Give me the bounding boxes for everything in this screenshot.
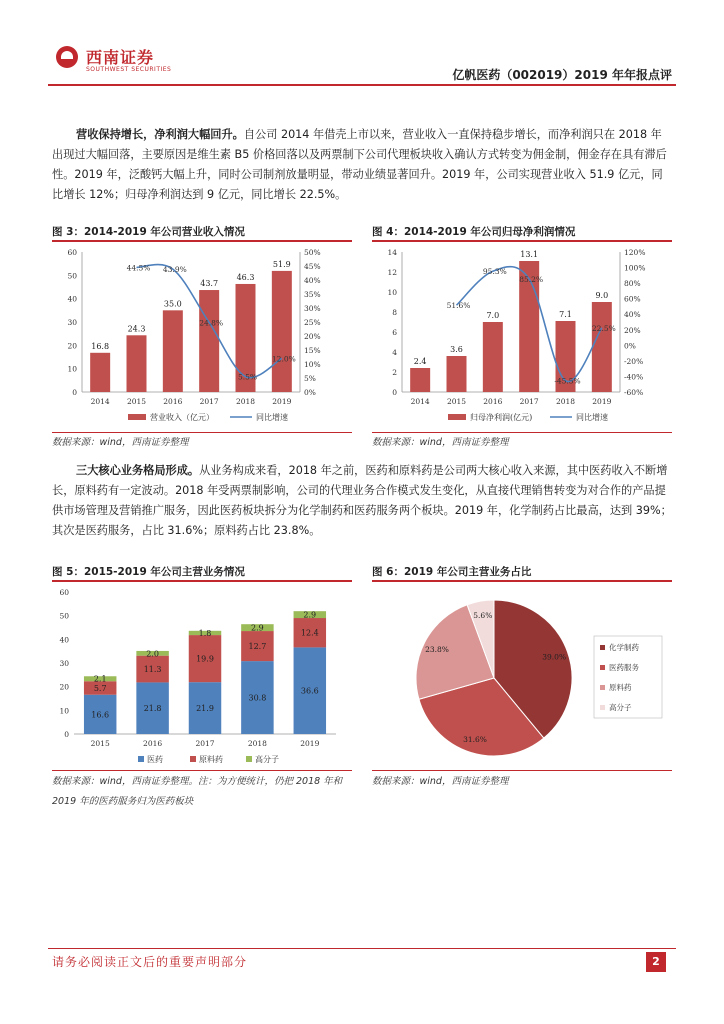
fig3-right-tick-label: 10%	[304, 360, 321, 369]
fig5-source: 数据来源：wind，西南证券整理。注：为方便统计，仍把 2018 年和 2019 年的医药服务归为医药板块	[52, 776, 343, 807]
fig4-line-label: -45.5%	[554, 376, 581, 386]
fig3-right-tick-label: 25%	[304, 318, 321, 327]
fig3-bar-label: 16.8	[91, 341, 110, 351]
fig3-source: 数据来源：wind，西南证券整理	[52, 437, 189, 448]
fig3-left-tick-label: 10	[67, 364, 77, 374]
header-rule	[48, 84, 676, 86]
fig4-source: 数据来源：wind，西南证券整理	[372, 437, 509, 448]
fig4-bar-label: 3.6	[450, 345, 463, 354]
fig5-y-tick-label: 20	[59, 682, 69, 692]
fig5-legend-label: 原料药	[199, 755, 223, 764]
paragraph-business	[52, 461, 672, 541]
footer-notice: 请务必阅读正文后的重要声明部分	[52, 955, 248, 969]
fig3-bar	[163, 310, 183, 392]
fig4-right-tick-label: 120%	[624, 248, 646, 257]
fig6-legend-swatch	[600, 685, 605, 690]
fig4-left-tick-label: 12	[387, 268, 397, 277]
fig3-right-tick-label: 30%	[304, 304, 321, 313]
fig5-y-tick-label: 50	[59, 611, 69, 621]
fig3-bar-label: 51.9	[272, 259, 291, 269]
fig5-bar-label: 12.4	[300, 628, 319, 638]
fig6-legend-swatch	[600, 645, 605, 650]
fig3-right-tick-label: 50%	[304, 248, 321, 257]
fig4-line-label: 85.2%	[519, 275, 544, 285]
fig3-right-tick-label: 0%	[304, 388, 316, 397]
fig4-bar	[447, 356, 467, 392]
fig3-legend-bar-label: 营业收入（亿元）	[150, 413, 214, 422]
report-title: 亿帆医药（002019）2019 年年报点评	[452, 68, 672, 82]
fig4-left-tick-label: 8	[392, 308, 397, 317]
fig5-bar-label: 5.7	[93, 683, 107, 693]
fig4-left-tick-label: 14	[387, 248, 397, 257]
fig4-line-label: 22.5%	[591, 323, 616, 333]
fig4-line-label: 95.3%	[482, 267, 507, 277]
fig5-x-tick-label: 2019	[300, 739, 320, 748]
fig4-legend-bar-swatch	[448, 414, 466, 420]
fig3-bar	[127, 335, 147, 392]
paragraph-body: 从业务构成来看，2018 年之前，医药和原料药是公司两大核心收入来源，其中医药收入不断增长，原料药有一定波动。2018 年受两票制影响，公司的代理业务合作模式发生变化，从直接代理销售转变为对合作的产品提供市场管理及营销推广服务，因此医药板块拆分为化学制药和医药服务两个板块。2019 年，化学制药占比最高，达到 39%；其次是医药服务，占比 31.6%；原料药占比 23.8%。	[52, 464, 672, 537]
fig5-bar-label: 11.3	[143, 665, 162, 675]
fig5-y-tick-label: 30	[59, 659, 69, 668]
fig5-bar-label: 16.6	[91, 710, 110, 720]
fig3-x-tick-label: 2018	[235, 397, 256, 406]
fig6-slice-label: 31.6%	[463, 735, 487, 745]
fig6-legend-swatch	[600, 665, 605, 670]
fig5-bar-label: 12.7	[248, 642, 267, 652]
fig4-right-tick-label: -40%	[624, 372, 644, 382]
fig6-legend-label: 高分子	[609, 703, 632, 712]
fig5-bar-label: 2.9	[251, 623, 264, 633]
fig4-right-tick-label: 0%	[624, 341, 636, 351]
fig3-bar-label: 35.0	[163, 299, 182, 309]
fig3-right-tick-label: 15%	[304, 346, 321, 355]
paragraph-lead: 三大核心业务格局形成。	[76, 464, 200, 477]
fig5-x-tick-label: 2018	[247, 739, 267, 748]
fig3-x-tick-label: 2016	[163, 397, 183, 406]
fig3-legend-line-label: 同比增速	[256, 413, 288, 422]
logo-text: 西南证券	[86, 48, 155, 67]
fig6-legend-label: 医药服务	[609, 663, 639, 672]
fig4-x-tick-label: 2019	[592, 397, 612, 406]
fig3-bar	[90, 353, 110, 392]
fig4-x-tick-label: 2016	[483, 397, 503, 406]
fig3-legend-bar-swatch	[128, 414, 146, 420]
fig4-right-tick-label: 20%	[624, 325, 641, 335]
page-number: 2	[646, 952, 666, 972]
fig5-legend-swatch	[138, 756, 144, 762]
fig4-right-tick-label: 100%	[624, 263, 646, 273]
fig3-line-label: 24.8%	[199, 318, 224, 328]
fig3-line-label: 43.9%	[162, 265, 187, 275]
fig4-right-tick-label: -60%	[624, 388, 644, 397]
fig5-bar-label: 19.9	[196, 654, 214, 664]
fig3-bar	[272, 271, 292, 392]
fig5-bar-label: 1.8	[198, 628, 212, 638]
fig5-x-tick-label: 2017	[195, 739, 215, 748]
fig6-slice-label: 39.0%	[542, 652, 567, 662]
fig4-bar	[592, 302, 612, 392]
logo-subtext: SOUTHWEST SECURITIES	[86, 66, 172, 73]
fig4-right-tick-label: 80%	[624, 279, 641, 289]
fig4-bar	[410, 368, 430, 392]
fig4-x-tick-label: 2015	[446, 397, 467, 406]
fig4-x-tick-label: 2014	[410, 397, 430, 406]
fig4-bar-label: 7.1	[559, 310, 572, 319]
fig5-y-tick-label: 0	[64, 730, 69, 739]
fig4-legend-bar-label: 归母净利润(亿元)	[470, 413, 533, 422]
fig6-slice-label: 23.8%	[425, 644, 449, 654]
fig4-x-tick-label: 2018	[555, 397, 576, 406]
fig3-right-tick-label: 45%	[304, 262, 321, 271]
fig4-right-tick-label: 40%	[624, 310, 641, 320]
fig3-left-tick-label: 40	[67, 294, 77, 304]
fig5-bar-label: 30.8	[248, 693, 267, 703]
fig5-x-tick-label: 2015	[90, 739, 110, 748]
fig6-rule-bottom	[372, 770, 672, 771]
fig5-bar-label: 2.9	[303, 610, 317, 620]
fig4-left-tick-label: 0	[392, 388, 397, 397]
fig5-bar-label: 2.1	[93, 674, 107, 684]
fig4-line-label: 51.6%	[446, 301, 471, 311]
footer-rule	[48, 948, 676, 949]
fig3-line-label: 12.0%	[271, 354, 296, 364]
fig4-bar-label: 7.0	[486, 311, 500, 320]
fig5-bar-label: 2.0	[146, 649, 159, 659]
fig5-bar-label: 36.6	[300, 686, 319, 696]
fig3-x-tick-label: 2017	[199, 397, 219, 406]
fig3-x-tick-label: 2019	[272, 397, 292, 406]
fig6-legend-label: 化学制药	[609, 643, 639, 652]
logo-icon	[56, 46, 78, 68]
fig3-bar	[199, 290, 219, 392]
paragraph-body: 自公司 2014 年借壳上市以来，营业收入一直保持稳步增长，而净利润只在 2018 年出现过大幅回落，主要原因是维生素 B5 价格回落以及两票制下公司代理板块收入确认方式转变为佣金制，佣金存在具有滞后性。2019 年，泛酸钙大幅上升，同时公司制剂放量明显，带动业绩显著回升。2019 年，公司实现营业收入 51.9 亿元，同比增长 12%；归母净利润达到 9 亿元，同比增长 22.5%。	[52, 128, 667, 201]
fig4-bar-label: 13.1	[520, 250, 539, 259]
fig6-chart	[372, 582, 672, 770]
fig4-bar-label: 9.0	[595, 291, 609, 300]
fig3-line-label: 5.5%	[237, 372, 258, 382]
fig3-right-tick-label: 20%	[304, 332, 321, 341]
paragraph-revenue	[52, 125, 672, 205]
fig6-title: 图 6：2019 年公司主营业务占比	[372, 566, 532, 578]
fig4-left-tick-label: 6	[392, 328, 397, 337]
fig6-legend-label: 原料药	[609, 683, 632, 692]
fig5-legend-label: 高分子	[255, 755, 279, 764]
fig5-title: 图 5：2015-2019 年公司主营业务情况	[52, 566, 245, 578]
fig3-x-tick-label: 2015	[126, 397, 147, 406]
fig3-x-tick-label: 2014	[90, 397, 110, 406]
fig5-x-tick-label: 2016	[143, 739, 163, 748]
fig5-legend-swatch	[246, 756, 252, 762]
fig3-chart	[52, 242, 352, 432]
fig6-legend-swatch	[600, 705, 605, 710]
fig3-bar-label: 24.3	[127, 324, 146, 334]
fig4-left-tick-label: 2	[392, 368, 397, 377]
fig4-legend-line-label: 同比增速	[576, 413, 608, 422]
fig4-right-tick-label: 60%	[624, 294, 641, 304]
fig5-bar-label: 21.8	[143, 704, 162, 714]
fig5-bar-label: 21.9	[196, 704, 214, 714]
fig3-bar-label: 43.7	[200, 279, 219, 289]
fig4-bar-label: 2.4	[413, 357, 427, 366]
fig3-right-tick-label: 40%	[304, 276, 321, 285]
paragraph-lead: 营收保持增长，净利润大幅回升。	[76, 128, 244, 141]
fig3-left-tick-label: 30	[67, 318, 77, 327]
fig3-left-tick-label: 60	[67, 248, 77, 257]
fig3-line-label: 44.5%	[126, 263, 151, 273]
fig4-title: 图 4：2014-2019 年公司归母净利润情况	[372, 226, 576, 238]
fig4-bar	[483, 322, 503, 392]
fig4-chart	[372, 242, 672, 432]
fig4-left-tick-label: 10	[387, 288, 397, 297]
fig3-left-tick-label: 0	[72, 388, 77, 397]
fig5-chart	[52, 582, 352, 770]
fig5-legend-label: 医药	[147, 755, 163, 764]
fig5-rule-bottom	[52, 770, 352, 771]
fig3-title: 图 3：2014-2019 年公司营业收入情况	[52, 226, 245, 238]
fig3-bar-label: 46.3	[236, 272, 255, 282]
fig5-y-tick-label: 10	[59, 706, 69, 716]
fig5-y-tick-label: 60	[59, 588, 69, 597]
fig3-right-tick-label: 35%	[304, 290, 321, 299]
fig6-source: 数据来源：wind，西南证券整理	[372, 776, 509, 787]
fig6-slice-label: 5.6%	[473, 611, 493, 621]
fig4-x-tick-label: 2017	[519, 397, 539, 406]
fig3-left-tick-label: 50	[67, 271, 77, 281]
fig5-legend-swatch	[190, 756, 196, 762]
fig3-right-tick-label: 5%	[304, 374, 316, 383]
fig3-left-tick-label: 20	[67, 341, 77, 351]
fig4-right-tick-label: -20%	[624, 356, 644, 366]
fig5-y-tick-label: 40	[59, 635, 69, 645]
fig4-left-tick-label: 4	[392, 348, 397, 357]
